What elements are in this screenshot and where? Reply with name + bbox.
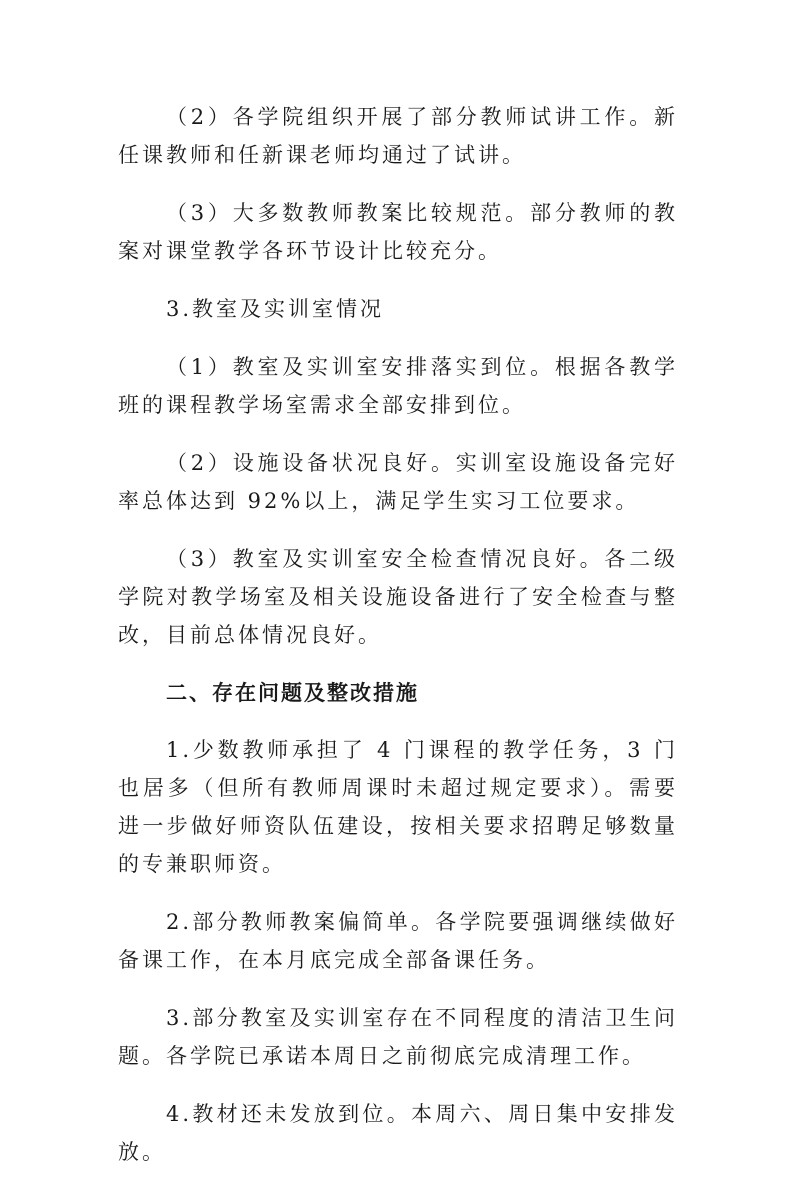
paragraph-safety-check: （3）教室及实训室安全检查情况良好。各二级学院对教学场室及相关设施设备进行了安全检查与整改，目前总体情况良好。 [118, 547, 678, 647]
paragraph-trial-lecture: （2）各学院组织开展了部分教师试讲工作。新任课教师和任新课老师均通过了试讲。 [118, 105, 678, 167]
problem-item-3: 3.部分教室及实训室存在不同程度的清洁卫生问题。各学院已承诺本周日之前彻底完成清理工作。 [118, 1006, 678, 1068]
document-page [118, 98, 678, 1191]
problem-item-1: 1.少数教师承担了 4 门课程的教学任务，3 门也居多（但所有教师周课时未超过规定要求）。需要进一步做好师资队伍建设，按相关要求招聘足够数量的专兼职师资。 [118, 738, 678, 876]
problem-item-4: 4.教材还未发放到位。本周六、周日集中安排发放。 [118, 1102, 678, 1164]
problem-item-2: 2.部分教师教案偏简单。各学院要强调继续做好备课工作，在本月底完成全部备课任务。 [118, 910, 678, 972]
subheading-classrooms: 3.教室及实训室情况 [166, 297, 385, 321]
paragraph-room-arrangement: （1）教室及实训室安排落实到位。根据各教学班的课程教学场室需求全部安排到位。 [118, 355, 678, 417]
paragraph-equipment-status: （2）设施设备状况良好。实训室设施设备完好率总体达到 92%以上，满足学生实习工位要求。 [118, 451, 678, 513]
section-heading-problems: 二、存在问题及整改措施 [166, 681, 419, 705]
paragraph-lesson-plans: （3）大多数教师教案比较规范。部分教师的教案对课堂教学各环节设计比较充分。 [118, 201, 678, 263]
